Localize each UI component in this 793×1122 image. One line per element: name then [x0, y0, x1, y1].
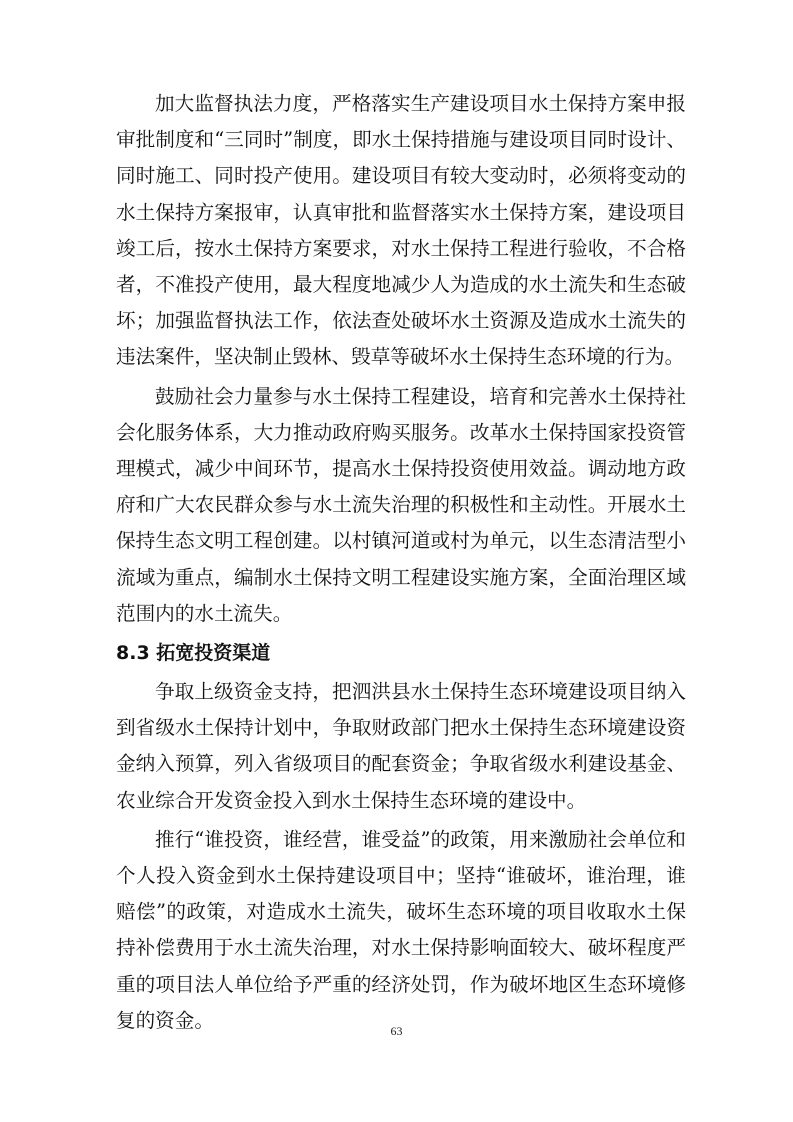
paragraph-higher-level-funding: 争取上级资金支持，把泗洪县水土保持生态环境建设项目纳入到省级水土保持计划中，争取财政部门把水土保持生态环境建设资金纳入预算，列入省级项目的配套资金；争取省级水利建设基金、农业综合开发资金投入到水土保持生态环境的建设中。 [116, 680, 686, 812]
page-number: 63 [390, 1024, 403, 1038]
paragraph-social-participation: 鼓励社会力量参与水土保持工程建设，培育和完善水土保持社会化服务体系，大力推动政府购买服务。改革水土保持国家投资管理模式，减少中间环节，提高水土保持投资使用效益。调动地方政府和广大农民群众参与水土流失治理的积极性和主动性。开展水土保持生态文明工程创建。以村镇河道或村为单元，以生态清洁型小流域为重点，编制水土保持文明工程建设实施方案，全面治理区域范围内的水土流失。 [116, 384, 686, 625]
paragraph-investor-policy: 推行“谁投资，谁经营，谁受益”的政策，用来激励社会单位和个人投入资金到水土保持建设项目中；坚持“谁破坏，谁治理，谁赔偿”的政策，对造成水土流失，破坏生态环境的项目收取水土保持补偿费用于水土流失治理，对水土保持影响面较大、破坏程度严重的项目法人单位给予严重的经济处罚，作为破坏地区生态环境修复的资金。 [116, 827, 686, 1032]
paragraph-supervision-enforcement: 加大监督执法力度，严格落实生产建设项目水土保持方案申报审批制度和“三同时”制度，即水土保持措施与建设项目同时设计、同时施工、同时投产使用。建设项目有较大变动时，必须将变动的水土保持方案报审，认真审批和监督落实水土保持方案，建设项目竣工后，按水土保持方案要求，对水土保持工程进行验收，不合格者，不准投产使用，最大程度地减少人为造成的水土流失和生态破坏；加强监督执法工作，依法查处破坏水土资源及造成水土流失的违法案件，坚决制止毁林、毁草等破坏水土保持生态环境的行为。 [116, 92, 686, 369]
body-text [116, 86, 686, 1039]
section-heading-8-3: 8.3 拓宽投资渠道 [116, 642, 271, 665]
